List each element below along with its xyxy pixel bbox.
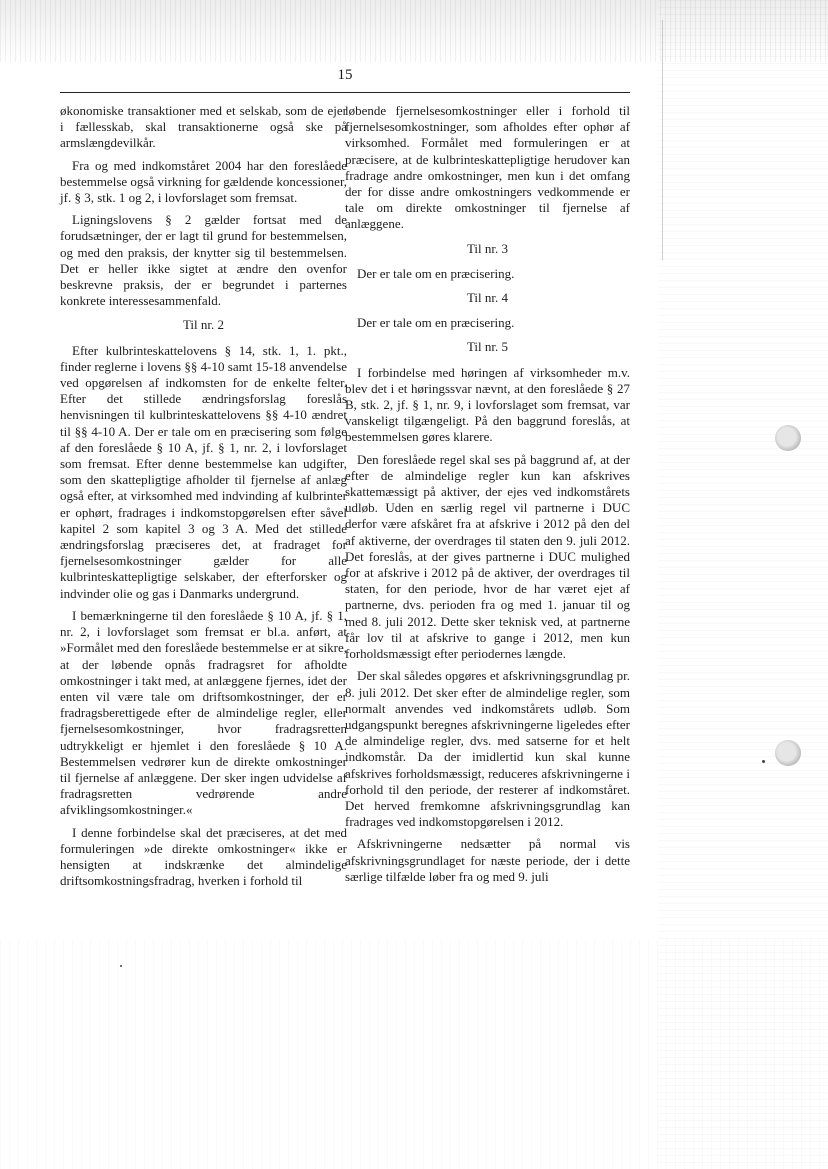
paragraph: Efter kulbrinteskattelovens § 14, stk. 1, 1. pkt., finder reglerne i lovens §§ 4-10 samt 15-18 anvendelse ved opgørelsen af indkomsten for de enkelte felter. Efter det stillede ændringsforslag foreslås henvisningen til kulbrinteskattelovens §§ 4-10 ændret til §§ 4-10 A. Der er tale om en præcisering som følge af den foreslåede § 10 A, jf. § 1, nr. 2, i lovforslaget som fremsat. Efter denne bestemmelse kan udgifter, som den skattepligtige afholder til fjernelse af anlæg også efter, at virksomhed med indvinding af kulbrinter er ophørt, fradrages i indkomstopgørelsen efter såvel kapitel 2 som kapitel 3 og 3 A. Med det stillede ændringsforslag præciseres det, at fradraget for fjernelsesomkostninger gælder for alle kulbrinteskattepligtige selskaber, der efterforsker og indvinder olie og gas i Danmarks undergrund. [60, 342, 347, 601]
paragraph: I bemærkningerne til den foreslåede § 10 A, jf. § 1, nr. 2, i lovforslaget som fremsat er bl.a. anført, at »Formålet med den foreslåede bestemmelse er at sikre, at der løbende opnås fradragsret for afholdte omkostninger i takt med, at anlæggene fjernes, idet der enten vil være tale om driftsomkostninger, der er fradragsberettigede efter de almindelige regler, eller fjernelsesomkostninger, hvor fradragsretten udtrykkeligt er hjemlet i den foreslåede § 10 A. Bestemmelsen vedrører kun de direkte omkostninger til fjernelse af anlæggene. Der sker ingen udvidelse af fradragsretten vedrørende andre afviklingsomkostninger.« [60, 607, 347, 818]
scan-speck [762, 760, 765, 763]
punch-hole [775, 740, 801, 766]
paragraph: løbende fjernelsesomkostninger eller i forhold til fjernelsesomkostninger, som afholdes efter ophør af virksomhed. Formålet med formuleringen er at præcisere, at de kulbrinteskattepligtige herudover kan fradrage andre omkostninger, men kun i det omfang der for disse andre omkostningers vedkommende er tale om direkte omkostninger til fjernelse af anlæggene. [345, 103, 630, 232]
scan-noise-bottom [0, 939, 828, 1169]
scan-edge-line [662, 20, 663, 260]
left-column [60, 103, 347, 895]
page-number: 15 [337, 67, 353, 83]
paragraph: Der er tale om en præcisering. [357, 315, 515, 331]
right-column [345, 103, 630, 891]
paragraph: Fra og med indkomståret 2004 har den foreslåede bestemmelse også virkning for gældende koncessioner, jf. § 3, stk. 1 og 2, i lovforslaget som fremsat. [60, 157, 347, 206]
section-heading: Til nr. 5 [466, 339, 509, 355]
section-heading: Til nr. 2 [182, 317, 225, 333]
paragraph: Afskrivningerne nedsætter på normal vis afskrivningsgrundlaget for næste periode, der i dette særlige tilfælde løber fra og med 9. juli [345, 836, 630, 884]
paragraph: I forbindelse med høringen af virksomheder m.v. blev det i et høringssvar nævnt, at den foreslåede § 27 B, stk. 2, jf. § 1, nr. 9, i lovforslaget som fremsat, var vanskeligt tilgængeligt. På den baggrund foreslås, at bestemmelsen gøres klarere. [345, 364, 630, 445]
paragraph: Der er tale om en præcisering. [357, 265, 515, 281]
section-heading: Til nr. 4 [466, 290, 509, 306]
paragraph: Den foreslåede regel skal ses på baggrund af, at der efter de almindelige regler kun kan afskrives skattemæssigt på aktiver, der ejes ved indkomstårets udløb. Uden en særlig regel vil partnerne i DUC derfor være afskåret fra at afskrive i 2012 på den del af aktiverne, der overdrages til staten den 9. juli 2012. Det foreslås, at der gives partnerne i DUC mulighed for at afskrive i 2012 på de aktiver, der overdrages til staten, for den periode, hvor de har været ejet af partnerne, dvs. perioden fra og med 1. januar til og med 8. juli 2012. Dette sker teknisk ved, at partnerne får lov til at afskrive to gange i 2012, men kun forholdsmæssigt efter periodernes længde. [345, 451, 630, 662]
section-heading: Til nr. 3 [466, 240, 509, 256]
paragraph: økonomiske transaktioner med et selskab, som de ejer i fællesskab, skal transaktionerne også ske på armslængdevilkår. [60, 103, 347, 151]
punch-hole [775, 425, 801, 451]
paragraph: Ligningslovens § 2 gælder fortsat med de forudsætninger, der er lagt til grund for bestemmelsen, og med den praksis, der knytter sig til bestemmelsen. Det er heller ikke sigtet at ændre den ovenfor beskrevne praksis, der er begrundet i parternes konkrete interessesammenfald. [60, 212, 347, 309]
paragraph: Der skal således opgøres et afskrivningsgrundlag pr. 8. juli 2012. Det sker efter de almindelige regler, som normalt anvendes ved indkomstårets udløb. Som udgangspunkt beregnes afskrivningerne ligeledes efter de almindelige regler, dvs. med satserne for et helt indkomstår. Da der imidlertid kun skal kunne afskrives forholdsmæssigt, reduceres afskrivningerne i forhold til den periode, der resterer af indkomståret. Det herved fremkomne afskrivningsgrundlag kan fradrages ved indkomstopgørelsen i 2012. [345, 668, 630, 830]
scan-speck [120, 965, 122, 967]
header-rule [60, 92, 630, 93]
paragraph: I denne forbindelse skal det præciseres, at det med formuleringen »de direkte omkostninger« ikke er hensigten at indskrænke det almindelige driftsomkostningsfradrag, hverken i forhold til [60, 824, 347, 889]
